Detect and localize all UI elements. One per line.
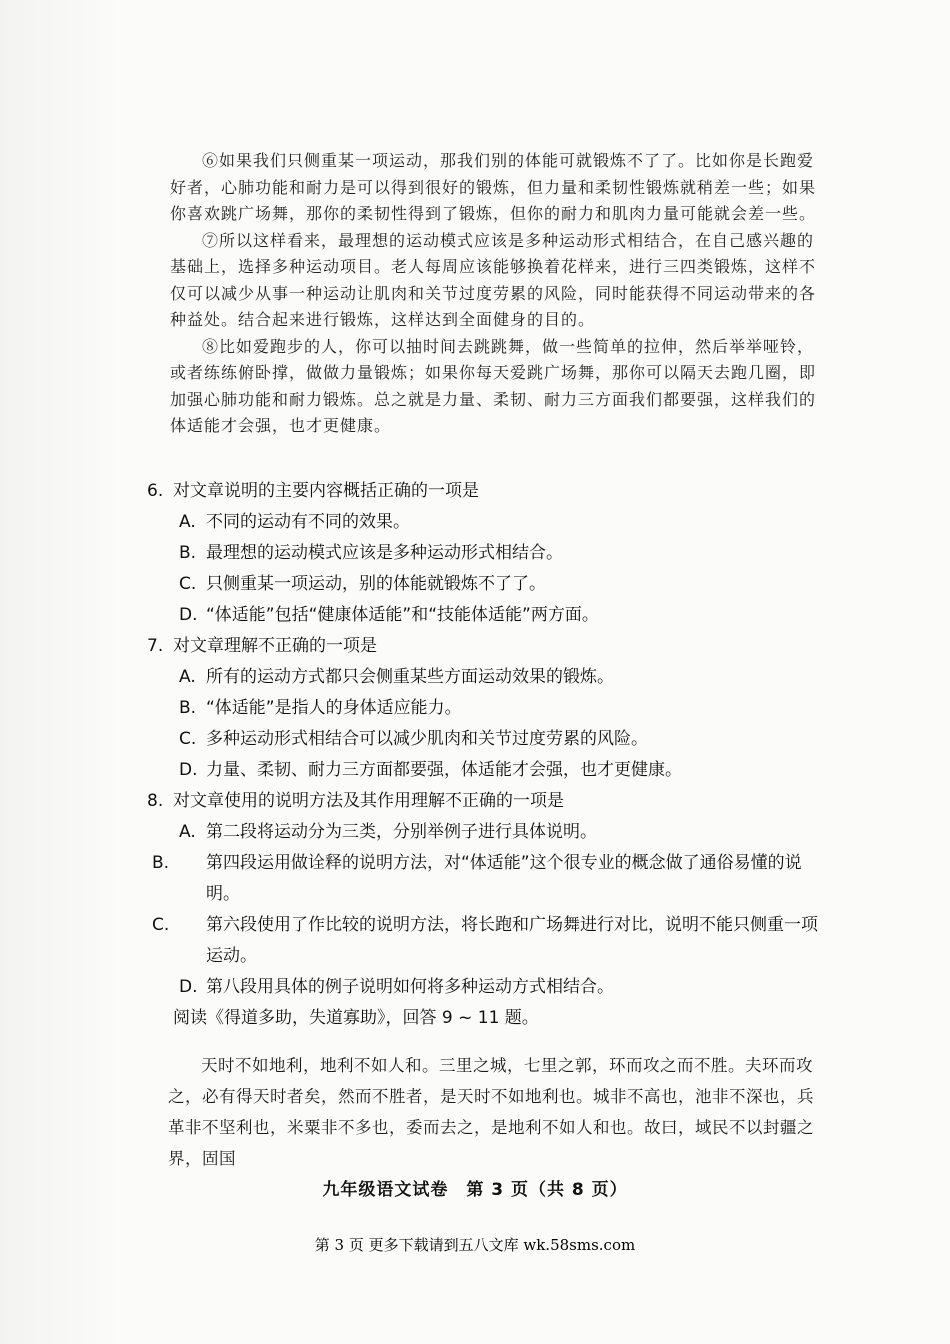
classical-passage xyxy=(168,1050,828,1174)
question-stem: 7. 对文章理解不正确的一项是 xyxy=(147,631,827,662)
option-a: A. 第二段将运动分为三类，分别举例子进行具体说明。 xyxy=(179,822,597,842)
option-a: A. 不同的运动有不同的效果。 xyxy=(179,512,410,532)
option-c: C. 多种运动形式相结合可以减少肌肉和关节过度劳累的风险。 xyxy=(179,729,648,749)
option-d: D. 力量、柔韧、耐力三方面都要强，体适能才会强，也才更健康。 xyxy=(179,760,682,780)
question-8 xyxy=(147,786,827,1003)
question-number: 7. xyxy=(147,636,164,656)
question-stem: 8. 对文章使用的说明方法及其作用理解不正确的一项是 xyxy=(147,786,827,817)
option-b: B. 第四段运用做诠释的说明方法，对“体适能”这个很专业的概念做了通俗易懂的说明。 xyxy=(152,853,802,904)
paragraph-8: ⑧比如爱跑步的人，你可以抽时间去跳跳舞，做一些简单的拉伸，然后举举哑铃，或者练练俯卧撑，做做力量锻炼；如果你每天爱跳广场舞，那你可以隔天去跑几圈，即加强心肺功能和耐力锻炼。总之就是力量、柔韧、耐力三方面我们都要强，这样我们的体适能才会强，也才更健康。 xyxy=(170,336,817,435)
paragraph-6: ⑥如果我们只侧重某一项运动，那我们别的体能可就锻炼不了了。比如你是长跑爱好者，心肺功能和耐力是可以得到很好的锻炼，但力量和柔韧性锻炼就稍差一些；如果你喜欢跳广场舞，那你的柔韧性得到了锻炼，但你的耐力和肌肉力量可能就会差一些。 xyxy=(170,151,817,223)
page-footer: 九年级语文试卷 第 3 页（共 8 页） xyxy=(322,1180,628,1200)
option-d: D. 第八段用具体的例子说明如何将多种运动方式相结合。 xyxy=(179,977,614,997)
option-c: C. 只侧重某一项运动，别的体能就锻炼不了了。 xyxy=(179,574,546,594)
question-number: 8. xyxy=(147,791,164,811)
question-6 xyxy=(147,476,827,631)
question-7 xyxy=(147,631,827,786)
question-stem: 6. 对文章说明的主要内容概括正确的一项是 xyxy=(147,476,827,507)
scan-shadow xyxy=(0,0,120,1344)
option-d: D. “体适能”包括“健康体适能”和“技能体适能”两方面。 xyxy=(179,605,599,625)
option-c: C. 第六段使用了作比较的说明方法，将长跑和广场舞进行对比，说明不能只侧重一项运动。 xyxy=(152,915,818,966)
download-watermark: 第 3 页 更多下载请到五八文库 wk.58sms.com xyxy=(314,1236,636,1254)
classical-text: 天时不如地利，地利不如人和。三里之城，七里之郭，环而攻之而不胜。夫环而攻之，必有得天时者矣，然而不胜者，是天时不如地利也。城非不高也，池非不深也，兵革非不坚利也，米粟非不多也，委而去之，是地利不如人和也。故曰，域民不以封疆之界，固国 xyxy=(168,1056,814,1168)
reading-passage xyxy=(170,148,830,440)
option-b: B. “体适能”是指人的身体适应能力。 xyxy=(179,698,462,718)
paragraph-7: ⑦所以这样看来，最理想的运动模式应该是多种运动形式相结合，在自己感兴趣的基础上，选择多种运动项目。老人每周应该能够换着花样来，进行三四类锻炼，这样不仅可以减少从事一种运动让肌肉和关节过度劳累的风险，同时能获得不同运动带来的各种益处。结合起来进行锻炼，这样达到全面健身的目的。 xyxy=(170,230,817,329)
question-number: 6. xyxy=(147,481,164,501)
option-b: B. 最理想的运动模式应该是多种运动形式相结合。 xyxy=(179,543,563,563)
reading-intro: 阅读《得道多助，失道寡助》，回答 9 ~ 11 题。 xyxy=(173,1008,539,1028)
option-a: A. 所有的运动方式都只会侧重某些方面运动效果的锻炼。 xyxy=(179,667,614,687)
question-list xyxy=(147,476,827,1034)
